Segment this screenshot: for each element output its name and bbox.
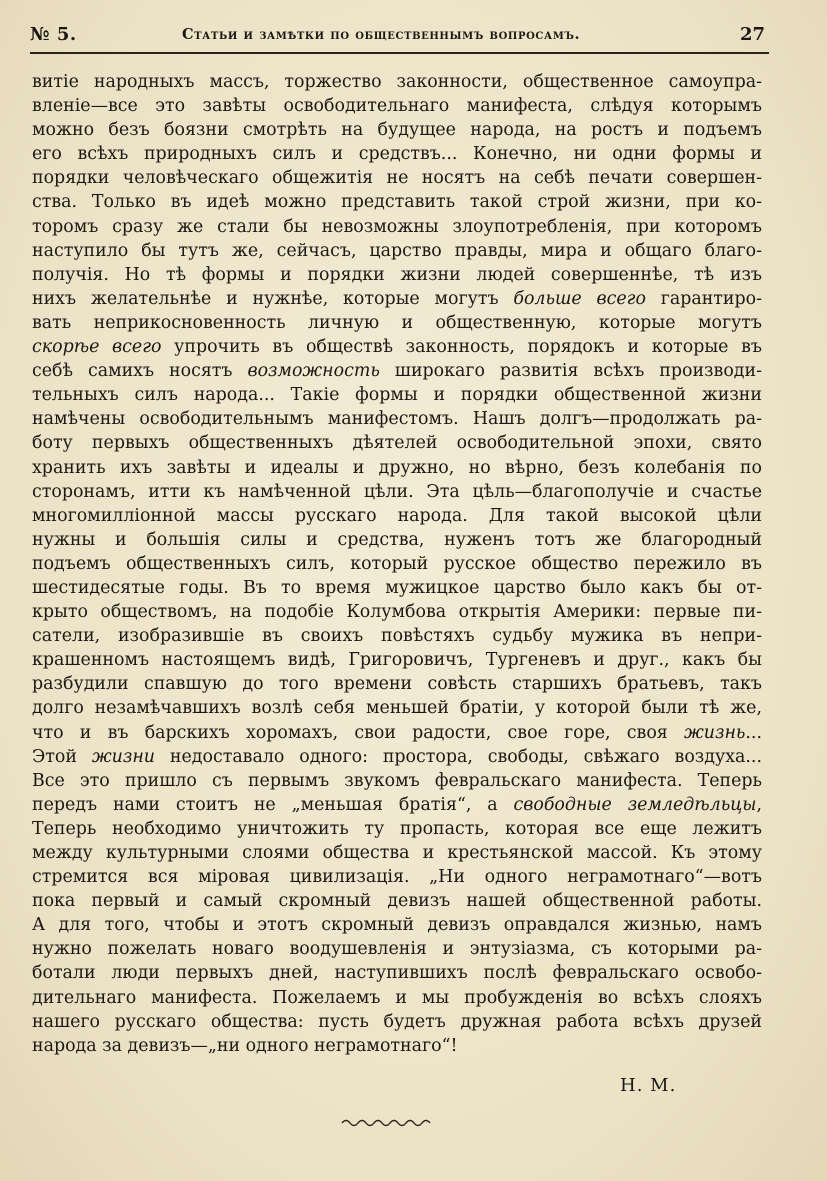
text-segment: сатели, изобразившіе въ своихъ повѣстяхъ судьбу мужика въ непри- [32,626,762,647]
text-segment: порядки человѣческаго общежитія не носятъ на себѣ печати совершен- [32,168,762,189]
emphasized-text: больше всего [513,288,646,309]
text-segment: долго незамѣчавшихъ возлѣ себя меньшей братіи, у которой были тѣ же, [32,698,762,719]
text-line [32,986,762,1010]
text-segment: наступило бы тутъ же, сейчасъ, царство правды, мира и общаго благо- [32,240,762,261]
running-header [30,24,765,50]
text-line [32,961,762,985]
text-line [32,504,762,528]
text-line [32,600,762,624]
text-line [32,1010,762,1034]
text-segment: вленіе—все это завѣты освободительнаго манифеста, слѣдуя которымъ [32,96,762,117]
text-line [32,937,762,961]
text-line [32,624,762,648]
text-segment: себѣ самихъ носятъ [32,361,248,382]
text-segment: ства. Только въ идеѣ можно представить такой строй жизни, при ко- [32,192,762,213]
text-line [32,576,762,600]
text-segment: хранить ихъ завѣты и идеалы и дружно, но вѣрно, безъ колебанія по [32,457,762,478]
text-segment: Этой [32,746,92,767]
text-segment: нихъ желательнѣе и нужнѣе, которые могутъ [32,288,514,309]
header-rule [30,52,769,54]
text-segment: нашего русскаго общества: пусть будетъ дружная работа всѣхъ друзей [32,1011,762,1032]
text-line [32,287,762,311]
text-segment: крашенномъ настоящемъ видѣ, Григоровичъ, Тургеневъ и друг., какъ бы [32,650,762,671]
text-segment: подъемъ общественныхъ силъ, который русское общество пережило въ [32,553,762,574]
text-segment: нужны и большія силы и средства, нуженъ тотъ же благородный [32,529,762,550]
text-segment: намѣчены освободительнымъ манифестомъ. Нашъ долгъ—продолжать ра- [32,409,762,430]
text-line [32,648,762,672]
article-body [32,70,762,1058]
text-segment: между культурными слоями общества и крестьянской массой. Къ этому [32,843,762,863]
page-number: 27 [739,24,765,45]
text-segment: стремится вся міровая цивилизація. „Ни одного неграмотнаго“—вотъ [32,867,762,888]
text-line [32,865,762,889]
text-segment: тельныхъ силъ народа... Такіе формы и порядки общественной жизни [32,385,762,406]
text-segment: Теперь необходимо уничтожить ту пропасть, которая все еще лежитъ [32,818,762,839]
text-line [32,672,762,696]
text-segment: вать неприкосновенность личную и общественную, которые могутъ [32,312,762,333]
text-line [32,311,762,335]
text-segment: сторонамъ, итти къ намѣченной цѣли. Эта цѣль—благополучіе и счастье [32,481,762,502]
text-line [32,769,762,793]
text-segment: его всѣхъ природныхъ силъ и средствъ... Конечно, ни одни формы и [32,144,762,165]
text-line [32,696,762,720]
emphasized-text: свободные земледѣльцы [513,794,757,815]
text-line [32,889,762,913]
emphasized-text: скорѣе всего [32,337,162,358]
text-segment: разбудили спавшую до того времени совѣсть старшихъ братьевъ, такъ [32,674,762,695]
section-title: Статьи и замѣтки по общественнымъ вопросамъ. [182,26,581,43]
text-line [32,480,762,504]
text-segment: А для того, чтобы и этотъ скромный девизъ оправдался жизнью, намъ [32,915,762,936]
text-line [32,118,762,142]
text-line [32,359,762,383]
text-segment: что и въ барскихъ хоромахъ, свои радости, свое горе, своя [32,722,685,743]
text-line [32,431,762,455]
text-line [32,335,762,359]
text-line [32,383,762,407]
text-segment: дительнаго манифеста. Пожелаемъ и мы пробужденія во всѣхъ слояхъ [32,987,762,1008]
text-segment: многомилліонной массы русскаго народа. Для такой высокой цѣли [32,505,762,526]
text-segment: , [756,794,762,815]
text-segment: можно безъ боязни смотрѣть на будущее народа, на ростъ и подъемъ [32,120,762,141]
text-segment: Все это пришло съ первымъ звукомъ февральскаго манифеста. Теперь [32,770,762,791]
text-line [32,1034,762,1058]
emphasized-text: жизнь [684,722,746,743]
text-segment: гарантиро- [645,288,762,309]
text-line [32,552,762,576]
text-line [32,263,762,287]
text-segment: шестидесятые годы. Въ то время мужицкое царство было какъ бы от- [32,577,762,598]
issue-number: № 5. [30,24,77,45]
text-line [32,913,762,937]
text-segment: упрочить въ обществѣ законность, порядокъ и которые въ [161,337,762,358]
text-line [32,239,762,263]
text-segment: получія. Но тѣ формы и порядки жизни людей совершеннѣе, тѣ изъ [32,264,762,285]
text-line [32,841,762,865]
text-line [32,407,762,431]
text-line [32,528,762,552]
text-line [32,793,762,817]
emphasized-text: жизни [91,746,155,767]
text-line [32,94,762,118]
text-line [32,456,762,480]
text-line [32,817,762,841]
end-ornament [340,1116,436,1130]
text-segment: витіе народныхъ массъ, торжество законности, общественное самоупра- [32,72,762,92]
text-line [32,215,762,239]
emphasized-text: возможность [247,361,380,382]
text-line [32,142,762,166]
text-segment: нужно пожелать новаго воодушевленія и энтузіазма, съ которыми ра- [32,939,762,960]
text-segment: пока первый и самый скромный девизъ нашей общественной работы. [32,891,762,912]
text-segment: недоставало одного: простора, свободы, свѣжаго воздуха... [155,746,762,767]
text-segment: передъ нами стоитъ не „меньшая братія“, а [32,794,514,815]
text-segment: боту первыхъ общественныхъ дѣятелей освободительной эпохи, свято [32,433,762,454]
text-line [32,190,762,214]
text-segment: широкаго развитія всѣхъ производи- [379,361,762,382]
text-line [32,721,762,745]
text-segment: народа за девизъ—„ни одного неграмотнаго“! [32,1035,458,1056]
text-segment: ... [745,722,762,743]
text-line [32,745,762,769]
author-signature: Н. М. [620,1075,677,1096]
text-segment: ботали люди первыхъ дней, наступившихъ послѣ февральскаго освобо- [32,963,762,984]
text-line [32,70,762,94]
text-segment: крыто обществомъ, на подобіе Колумбова открытія Америки: первые пи- [32,602,762,623]
text-segment: торомъ сразу же стали бы невозможны злоупотребленія, при которомъ [32,216,762,237]
text-line [32,166,762,190]
